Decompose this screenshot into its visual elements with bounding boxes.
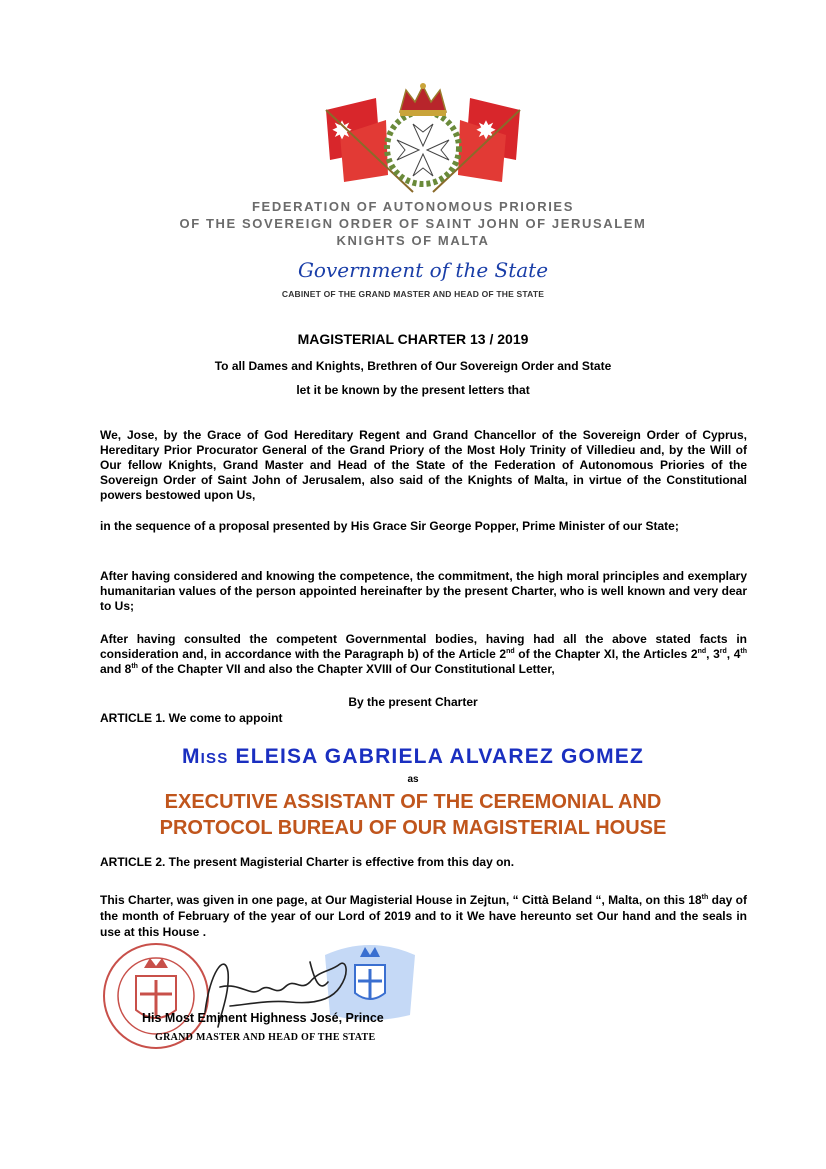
paragraph-consultation: After having consulted the competent Governmental bodies, having had all the above stated facts in consideration and, in accordance with the Paragraph b) of the Article 2nd of the Chapter XI, the Articles 2nd, 3rd, 4th and 8th of the Chapter VII and also the Chapter XVIII of Our Constitutional Letter, [100,632,748,676]
appointee-as: as [407,774,419,785]
signer-name: His Most Eminent Highness José, Prince [142,1011,384,1025]
appointee-role-line-1: EXECUTIVE ASSISTANT OF THE CEREMONIAL AND [164,791,662,813]
federation-line-2: OF THE SOVEREIGN ORDER OF SAINT JOHN OF JERUSALEM [179,216,647,231]
paragraph-proposal: in the sequence of a proposal presented by His Grace Sir George Popper, Prime Minister of our State; [100,519,679,533]
by-present-charter: By the present Charter [348,695,478,709]
federation-line-3: KNIGHTS OF MALTA [336,233,490,248]
charter-title: MAGISTERIAL CHARTER 13 / 2019 [297,331,529,347]
appointee-prefix: Miss [181,745,229,768]
appointee-role-line-2: PROTOCOL BUREAU OF OUR MAGISTERIAL HOUSE [159,817,667,839]
federation-line-1: FEDERATION OF AUTONOMOUS PRIORIES [252,199,574,214]
appointee-fullname: ELEISA GABRIELA ALVAREZ GOMEZ [235,745,645,768]
paragraph-preamble: We, Jose, by the Grace of God Hereditary Regent and Grand Chancellor of the Sovereign Order of Cyprus, Hereditary Prior Procurator General of the Grand Priory of the Most Holy Trinity of Villedieu and, by the Will of Our fellow Knights, Grand Master and Head of the State of the Federation of Autonomous Priories of the Sovereign Order of Saint John of Jerusalem, also said of the Knights of Malta, in virtue of the Constitutional powers bestowed upon Us, [100,428,747,502]
paragraph-considerations: After having considered and knowing the competence, the commitment, the high moral principles and exemplary humanitarian values of the person appointed hereinafter by the present Charter, who is well known and very dear to Us; [100,569,747,613]
charter-greeting: To all Dames and Knights, Brethren of Our Sovereign Order and State [214,359,612,373]
cabinet-heading: CABINET OF THE GRAND MASTER AND HEAD OF THE STATE [281,289,545,299]
order-emblem-logo [318,80,528,198]
government-heading: Government of the State [297,258,549,282]
charter-intro: let it be known by the present letters that [296,383,530,397]
article-1: ARTICLE 1. We come to appoint [100,711,283,725]
given-statement: This Charter, was given in one page, at Our Magisterial House in Zejtun, “ Città Beland “, Malta, on this 18th day of the month of February of the year of our Lord of 2019 and to it We have hereunto set Our hand and the seals in use at this House . [100,893,748,939]
article-2: ARTICLE 2. The present Magisterial Charter is effective from this day on. [100,855,515,869]
signer-title: GRAND MASTER AND HEAD OF THE STATE [155,1032,376,1043]
appointee-name [0,745,826,769]
